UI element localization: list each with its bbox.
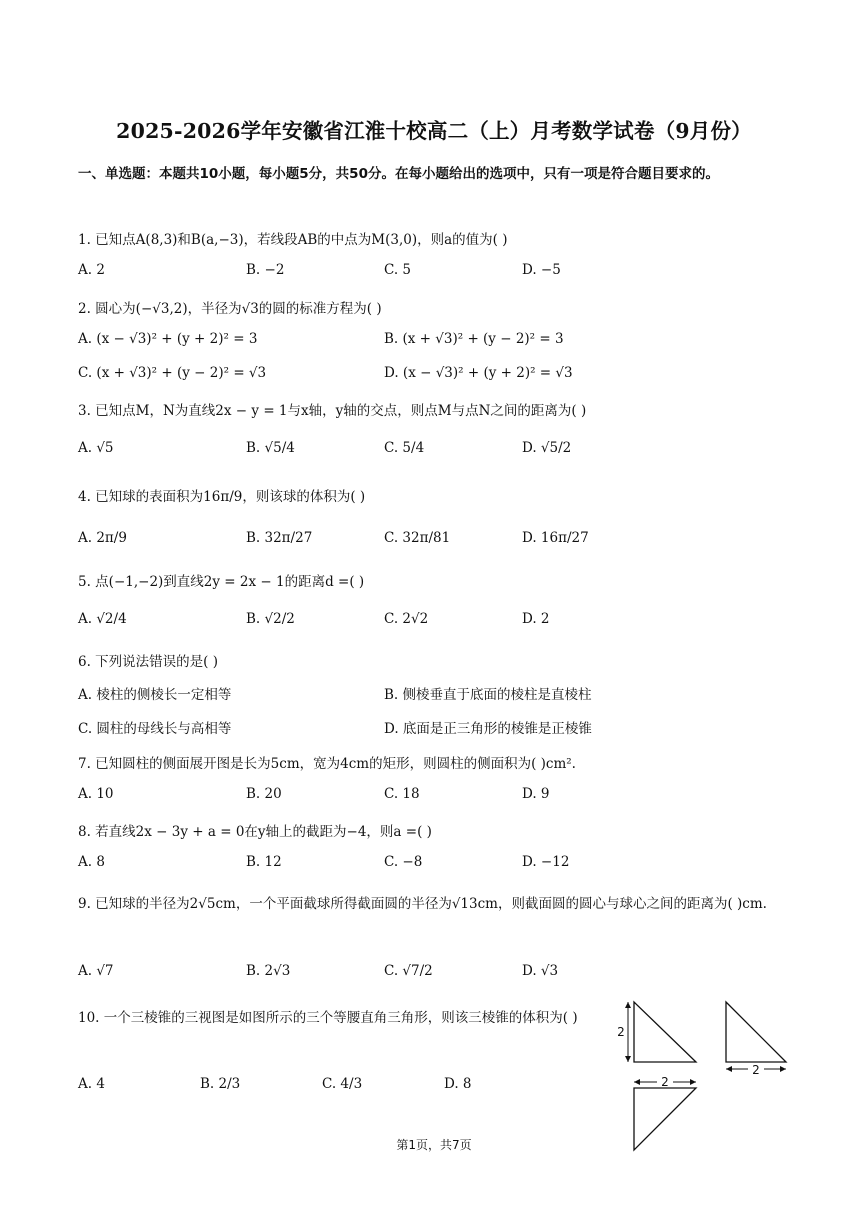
question-6-option-c[interactable]: C. 圆柱的母线长与高相等	[78, 721, 232, 737]
question-6-option-d[interactable]: D. 底面是正三角形的棱锥是正棱锥	[384, 721, 592, 737]
question-5-option-d[interactable]: D. 2	[522, 611, 550, 627]
question-7-option-b[interactable]: B. 20	[246, 786, 282, 802]
question-5-option-b[interactable]: B. √2/2	[246, 611, 295, 627]
question-1-option-a[interactable]: A. 2	[78, 262, 105, 278]
question-6-stem: 6. 下列说法错误的是( )	[78, 654, 218, 670]
question-8-option-a[interactable]: A. 8	[78, 854, 105, 870]
question-2-option-d[interactable]: D. (x − √3)² + (y + 2)² = √3	[384, 365, 573, 381]
question-5-option-c[interactable]: C. 2√2	[384, 611, 429, 627]
question-6-option-a[interactable]: A. 棱柱的侧棱长一定相等	[78, 687, 232, 703]
front-view-triangle	[634, 1002, 696, 1062]
question-3-option-b[interactable]: B. √5/4	[246, 440, 295, 456]
question-9-stem: 9. 已知球的半径为2√5cm，一个平面截球所得截面圆的半径为√13cm，则截面圆的圆心与球心之间的距离为( )cm.	[78, 896, 767, 912]
question-7-option-d[interactable]: D. 9	[522, 786, 550, 802]
question-2-option-b[interactable]: B. (x + √3)² + (y − 2)² = 3	[384, 331, 564, 347]
question-2-option-a[interactable]: A. (x − √3)² + (y + 2)² = 3	[78, 331, 258, 347]
question-10-option-d[interactable]: D. 8	[444, 1076, 472, 1092]
question-10-option-c[interactable]: C. 4/3	[322, 1076, 363, 1092]
question-9-option-b[interactable]: B. 2√3	[246, 963, 291, 979]
question-2-option-c[interactable]: C. (x + √3)² + (y − 2)² = √3	[78, 365, 267, 381]
question-7-option-c[interactable]: C. 18	[384, 786, 420, 802]
three-view-figure	[612, 996, 802, 1156]
side-view-width-label: 2	[752, 1063, 760, 1077]
top-view-width-label: 2	[661, 1075, 669, 1089]
question-1-option-c[interactable]: C. 5	[384, 262, 412, 278]
question-6-option-b[interactable]: B. 侧棱垂直于底面的棱柱是直棱柱	[384, 687, 592, 703]
question-3-stem: 3. 已知点M，N为直线2x − y = 1与x轴，y轴的交点，则点M与点N之间的距离为( )	[78, 403, 587, 419]
page-title: 2025-2026学年安徽省江淮十校高二（上）月考数学试卷（9月份）	[116, 119, 752, 143]
question-10-option-b[interactable]: B. 2/3	[200, 1076, 241, 1092]
question-8-option-d[interactable]: D. −12	[522, 854, 570, 870]
question-7-option-a[interactable]: A. 10	[78, 786, 114, 802]
question-8-option-c[interactable]: C. −8	[384, 854, 423, 870]
question-4-option-b[interactable]: B. 32π/27	[246, 530, 313, 546]
front-view-height-label: 2	[617, 1025, 625, 1039]
section-heading: 一、单选题：本题共10小题，每小题5分，共50分。在每小题给出的选项中，只有一项是符合题目要求的。	[78, 166, 719, 182]
question-9-option-d[interactable]: D. √3	[522, 963, 559, 979]
question-8-stem: 8. 若直线2x − 3y + a = 0在y轴上的截距为−4，则a =( )	[78, 824, 432, 840]
question-10-option-a[interactable]: A. 4	[78, 1076, 105, 1092]
question-4-stem: 4. 已知球的表面积为16π/9，则该球的体积为( )	[78, 489, 366, 505]
question-5-option-a[interactable]: A. √2/4	[78, 611, 127, 627]
question-3-option-c[interactable]: C. 5/4	[384, 440, 425, 456]
question-7-stem: 7. 已知圆柱的侧面展开图是长为5cm，宽为4cm的矩形，则圆柱的侧面积为( )cm².	[78, 756, 576, 772]
question-1-option-b[interactable]: B. −2	[246, 262, 285, 278]
question-9-option-c[interactable]: C. √7/2	[384, 963, 433, 979]
question-4-option-a[interactable]: A. 2π/9	[78, 530, 127, 546]
question-3-option-a[interactable]: A. √5	[78, 440, 114, 456]
question-9-option-a[interactable]: A. √7	[78, 963, 114, 979]
question-3-option-d[interactable]: D. √5/2	[522, 440, 572, 456]
question-8-option-b[interactable]: B. 12	[246, 854, 282, 870]
question-4-option-c[interactable]: C. 32π/81	[384, 530, 451, 546]
question-5-stem: 5. 点(−1,−2)到直线2y = 2x − 1的距离d =( )	[78, 574, 365, 590]
page-footer: 第1页，共7页	[396, 1138, 472, 1152]
question-4-option-d[interactable]: D. 16π/27	[522, 530, 589, 546]
side-view-triangle	[726, 1002, 786, 1062]
question-10-stem: 10. 一个三棱锥的三视图是如图所示的三个等腰直角三角形，则该三棱锥的体积为( )	[78, 1010, 578, 1026]
question-2-stem: 2. 圆心为(−√3,2)，半径为√3的圆的标准方程为( )	[78, 301, 382, 317]
question-1-stem: 1. 已知点A(8,3)和B(a,−3)，若线段AB的中点为M(3,0)，则a的值为( )	[78, 232, 508, 248]
question-1-option-d[interactable]: D. −5	[522, 262, 561, 278]
